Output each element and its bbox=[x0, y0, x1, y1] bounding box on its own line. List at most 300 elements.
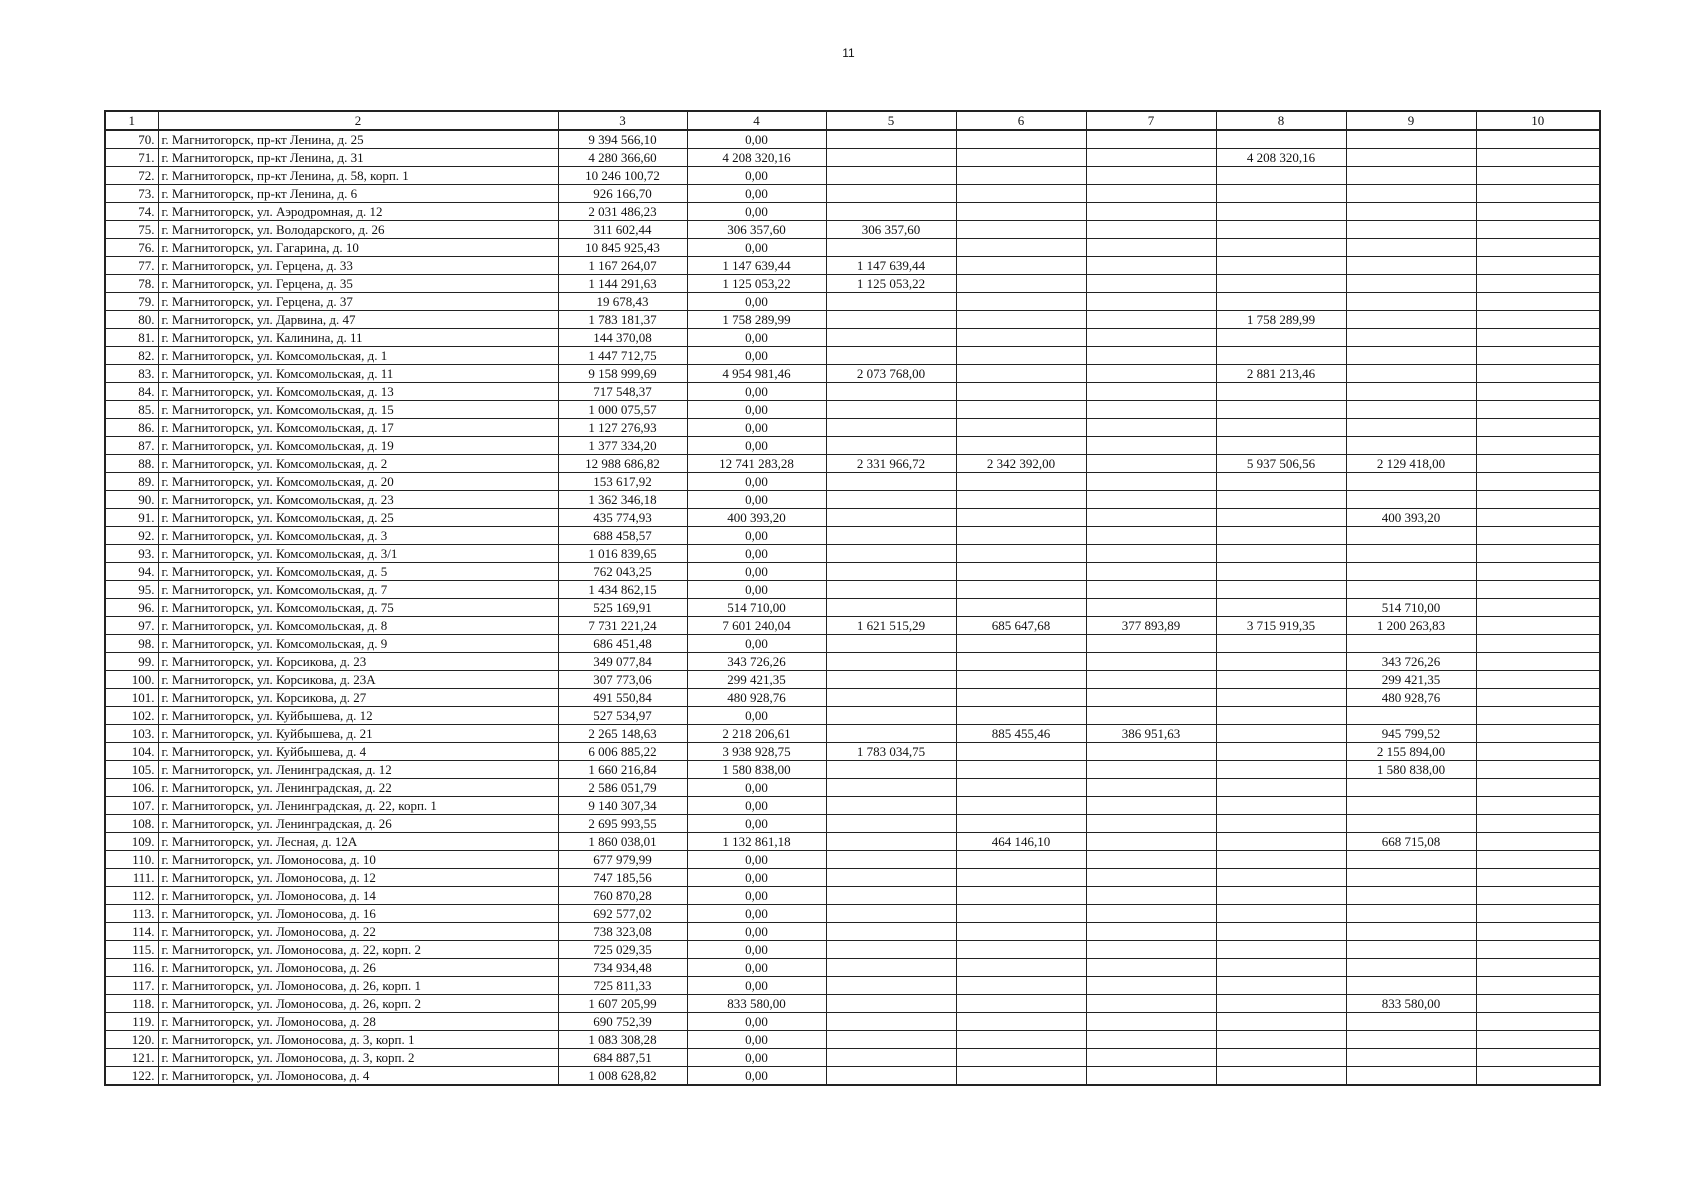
value-cell bbox=[826, 599, 956, 617]
address-cell: г. Магнитогорск, ул. Ленинградская, д. 22, корп. 1 bbox=[158, 797, 558, 815]
value-cell: 6 006 885,22 bbox=[558, 743, 687, 761]
value-cell: 0,00 bbox=[687, 527, 826, 545]
data-table bbox=[104, 110, 1601, 1086]
address-cell: г. Магнитогорск, ул. Комсомольская, д. 19 bbox=[158, 437, 558, 455]
value-cell bbox=[956, 401, 1086, 419]
value-cell bbox=[1086, 311, 1216, 329]
value-cell: 400 393,20 bbox=[1346, 509, 1476, 527]
value-cell bbox=[1346, 239, 1476, 257]
value-cell bbox=[1346, 185, 1476, 203]
address-cell: г. Магнитогорск, пр-кт Ленина, д. 58, корп. 1 bbox=[158, 167, 558, 185]
value-cell bbox=[956, 1067, 1086, 1086]
row-number-cell: 106. bbox=[105, 779, 158, 797]
table-row bbox=[105, 491, 1600, 509]
value-cell bbox=[1476, 833, 1600, 851]
value-cell bbox=[1216, 905, 1346, 923]
value-cell bbox=[826, 923, 956, 941]
value-cell: 0,00 bbox=[687, 437, 826, 455]
value-cell: 1 607 205,99 bbox=[558, 995, 687, 1013]
value-cell bbox=[1086, 959, 1216, 977]
value-cell bbox=[1216, 329, 1346, 347]
address-cell: г. Магнитогорск, ул. Комсомольская, д. 9 bbox=[158, 635, 558, 653]
value-cell bbox=[956, 941, 1086, 959]
value-cell bbox=[1086, 923, 1216, 941]
value-cell bbox=[956, 167, 1086, 185]
table-row bbox=[105, 203, 1600, 221]
value-cell bbox=[1476, 1031, 1600, 1049]
value-cell bbox=[1476, 293, 1600, 311]
value-cell bbox=[826, 905, 956, 923]
value-cell bbox=[826, 689, 956, 707]
value-cell: 833 580,00 bbox=[1346, 995, 1476, 1013]
value-cell: 2 331 966,72 bbox=[826, 455, 956, 473]
table-row bbox=[105, 545, 1600, 563]
value-cell: 464 146,10 bbox=[956, 833, 1086, 851]
value-cell bbox=[1476, 257, 1600, 275]
value-cell bbox=[826, 671, 956, 689]
row-number-cell: 80. bbox=[105, 311, 158, 329]
table-row bbox=[105, 1013, 1600, 1031]
value-cell: 0,00 bbox=[687, 941, 826, 959]
row-number-cell: 86. bbox=[105, 419, 158, 437]
value-cell bbox=[956, 509, 1086, 527]
value-cell bbox=[1346, 347, 1476, 365]
column-header: 2 bbox=[158, 111, 558, 130]
value-cell bbox=[1346, 779, 1476, 797]
address-cell: г. Магнитогорск, пр-кт Ленина, д. 31 bbox=[158, 149, 558, 167]
address-cell: г. Магнитогорск, ул. Аэродромная, д. 12 bbox=[158, 203, 558, 221]
value-cell bbox=[1346, 365, 1476, 383]
value-cell: 2 218 206,61 bbox=[687, 725, 826, 743]
value-cell bbox=[1346, 221, 1476, 239]
value-cell bbox=[1216, 797, 1346, 815]
value-cell bbox=[1476, 995, 1600, 1013]
value-cell: 1 147 639,44 bbox=[687, 257, 826, 275]
table-row bbox=[105, 725, 1600, 743]
value-cell: 153 617,92 bbox=[558, 473, 687, 491]
value-cell: 480 928,76 bbox=[687, 689, 826, 707]
value-cell bbox=[1216, 761, 1346, 779]
value-cell bbox=[956, 545, 1086, 563]
value-cell bbox=[956, 815, 1086, 833]
column-header: 5 bbox=[826, 111, 956, 130]
value-cell bbox=[1346, 1013, 1476, 1031]
value-cell bbox=[956, 797, 1086, 815]
table-row bbox=[105, 401, 1600, 419]
value-cell bbox=[1346, 491, 1476, 509]
column-header: 10 bbox=[1476, 111, 1600, 130]
value-cell bbox=[1476, 725, 1600, 743]
value-cell bbox=[1216, 1067, 1346, 1086]
value-cell: 5 937 506,56 bbox=[1216, 455, 1346, 473]
value-cell bbox=[1346, 905, 1476, 923]
value-cell: 1 434 862,15 bbox=[558, 581, 687, 599]
value-cell bbox=[826, 130, 956, 149]
value-cell bbox=[1216, 671, 1346, 689]
value-cell bbox=[826, 635, 956, 653]
column-header: 7 bbox=[1086, 111, 1216, 130]
address-cell: г. Магнитогорск, ул. Герцена, д. 33 bbox=[158, 257, 558, 275]
value-cell bbox=[1086, 563, 1216, 581]
value-cell: 0,00 bbox=[687, 959, 826, 977]
value-cell bbox=[956, 383, 1086, 401]
address-cell: г. Магнитогорск, ул. Герцена, д. 35 bbox=[158, 275, 558, 293]
value-cell: 1 008 628,82 bbox=[558, 1067, 687, 1086]
value-cell bbox=[1476, 275, 1600, 293]
value-cell bbox=[1346, 257, 1476, 275]
value-cell bbox=[956, 275, 1086, 293]
value-cell: 0,00 bbox=[687, 473, 826, 491]
value-cell bbox=[1476, 1067, 1600, 1086]
value-cell bbox=[956, 707, 1086, 725]
row-number-cell: 105. bbox=[105, 761, 158, 779]
value-cell: 9 158 999,69 bbox=[558, 365, 687, 383]
row-number-cell: 100. bbox=[105, 671, 158, 689]
value-cell: 833 580,00 bbox=[687, 995, 826, 1013]
table-row bbox=[105, 563, 1600, 581]
value-cell bbox=[956, 365, 1086, 383]
table-row bbox=[105, 509, 1600, 527]
row-number-cell: 97. bbox=[105, 617, 158, 635]
value-cell: 2 031 486,23 bbox=[558, 203, 687, 221]
value-cell bbox=[956, 419, 1086, 437]
value-cell: 1 447 712,75 bbox=[558, 347, 687, 365]
address-cell: г. Магнитогорск, ул. Комсомольская, д. 2 bbox=[158, 455, 558, 473]
value-cell bbox=[826, 995, 956, 1013]
row-number-cell: 92. bbox=[105, 527, 158, 545]
table-row bbox=[105, 959, 1600, 977]
value-cell bbox=[826, 527, 956, 545]
value-cell bbox=[1476, 779, 1600, 797]
value-cell bbox=[1216, 347, 1346, 365]
address-cell: г. Магнитогорск, ул. Гагарина, д. 10 bbox=[158, 239, 558, 257]
address-cell: г. Магнитогорск, ул. Комсомольская, д. 23 bbox=[158, 491, 558, 509]
value-cell: 0,00 bbox=[687, 167, 826, 185]
value-cell: 1 144 291,63 bbox=[558, 275, 687, 293]
value-cell bbox=[1086, 149, 1216, 167]
value-cell: 762 043,25 bbox=[558, 563, 687, 581]
value-cell: 144 370,08 bbox=[558, 329, 687, 347]
value-cell: 12 988 686,82 bbox=[558, 455, 687, 473]
address-cell: г. Магнитогорск, ул. Комсомольская, д. 1 bbox=[158, 347, 558, 365]
value-cell bbox=[1346, 527, 1476, 545]
value-cell bbox=[1476, 815, 1600, 833]
row-number-cell: 78. bbox=[105, 275, 158, 293]
value-cell: 10 246 100,72 bbox=[558, 167, 687, 185]
table-row bbox=[105, 779, 1600, 797]
value-cell bbox=[826, 491, 956, 509]
row-number-cell: 107. bbox=[105, 797, 158, 815]
value-cell: 0,00 bbox=[687, 329, 826, 347]
address-cell: г. Магнитогорск, ул. Ломоносова, д. 26 bbox=[158, 959, 558, 977]
value-cell bbox=[1476, 959, 1600, 977]
value-cell bbox=[1346, 959, 1476, 977]
value-cell bbox=[1476, 473, 1600, 491]
value-cell: 688 458,57 bbox=[558, 527, 687, 545]
table-row bbox=[105, 167, 1600, 185]
value-cell bbox=[1086, 1031, 1216, 1049]
address-cell: г. Магнитогорск, ул. Ломоносова, д. 4 bbox=[158, 1067, 558, 1086]
address-cell: г. Магнитогорск, ул. Ломоносова, д. 3, корп. 2 bbox=[158, 1049, 558, 1067]
value-cell bbox=[1086, 833, 1216, 851]
value-cell bbox=[956, 329, 1086, 347]
value-cell: 0,00 bbox=[687, 239, 826, 257]
value-cell: 343 726,26 bbox=[1346, 653, 1476, 671]
value-cell bbox=[1086, 473, 1216, 491]
row-number-cell: 73. bbox=[105, 185, 158, 203]
value-cell bbox=[1086, 527, 1216, 545]
value-cell bbox=[826, 419, 956, 437]
table-row bbox=[105, 617, 1600, 635]
value-cell bbox=[1216, 563, 1346, 581]
value-cell: 2 155 894,00 bbox=[1346, 743, 1476, 761]
value-cell: 0,00 bbox=[687, 293, 826, 311]
value-cell bbox=[956, 185, 1086, 203]
value-cell bbox=[1476, 545, 1600, 563]
value-cell bbox=[1476, 581, 1600, 599]
address-cell: г. Магнитогорск, ул. Комсомольская, д. 7 bbox=[158, 581, 558, 599]
value-cell: 0,00 bbox=[687, 797, 826, 815]
table-row bbox=[105, 815, 1600, 833]
table-row bbox=[105, 455, 1600, 473]
value-cell bbox=[1476, 977, 1600, 995]
value-cell bbox=[1086, 401, 1216, 419]
value-cell bbox=[826, 761, 956, 779]
value-cell bbox=[1476, 347, 1600, 365]
row-number-cell: 118. bbox=[105, 995, 158, 1013]
value-cell bbox=[1346, 977, 1476, 995]
value-cell bbox=[826, 1031, 956, 1049]
row-number-cell: 93. bbox=[105, 545, 158, 563]
row-number-cell: 95. bbox=[105, 581, 158, 599]
value-cell bbox=[1216, 923, 1346, 941]
value-cell: 349 077,84 bbox=[558, 653, 687, 671]
table-row bbox=[105, 995, 1600, 1013]
value-cell bbox=[826, 383, 956, 401]
address-cell: г. Магнитогорск, ул. Куйбышева, д. 4 bbox=[158, 743, 558, 761]
table-row bbox=[105, 869, 1600, 887]
table-row bbox=[105, 923, 1600, 941]
value-cell bbox=[1216, 275, 1346, 293]
value-cell bbox=[1476, 887, 1600, 905]
address-cell: г. Магнитогорск, ул. Комсомольская, д. 3 bbox=[158, 527, 558, 545]
value-cell: 377 893,89 bbox=[1086, 617, 1216, 635]
value-cell: 7 731 221,24 bbox=[558, 617, 687, 635]
address-cell: г. Магнитогорск, ул. Лесная, д. 12А bbox=[158, 833, 558, 851]
value-cell bbox=[956, 221, 1086, 239]
table-row bbox=[105, 833, 1600, 851]
value-cell: 525 169,91 bbox=[558, 599, 687, 617]
value-cell bbox=[1346, 383, 1476, 401]
value-cell bbox=[1086, 941, 1216, 959]
value-cell: 343 726,26 bbox=[687, 653, 826, 671]
value-cell bbox=[956, 527, 1086, 545]
value-cell bbox=[1346, 815, 1476, 833]
value-cell bbox=[956, 581, 1086, 599]
value-cell: 491 550,84 bbox=[558, 689, 687, 707]
value-cell bbox=[956, 653, 1086, 671]
value-cell bbox=[826, 203, 956, 221]
value-cell bbox=[1216, 221, 1346, 239]
value-cell bbox=[1216, 437, 1346, 455]
value-cell bbox=[1476, 761, 1600, 779]
table-row bbox=[105, 689, 1600, 707]
value-cell bbox=[1476, 1049, 1600, 1067]
table-row bbox=[105, 221, 1600, 239]
value-cell: 717 548,37 bbox=[558, 383, 687, 401]
value-cell: 299 421,35 bbox=[1346, 671, 1476, 689]
value-cell: 738 323,08 bbox=[558, 923, 687, 941]
table-row bbox=[105, 635, 1600, 653]
value-cell: 3 715 919,35 bbox=[1216, 617, 1346, 635]
value-cell bbox=[1086, 995, 1216, 1013]
value-cell: 685 647,68 bbox=[956, 617, 1086, 635]
value-cell bbox=[826, 167, 956, 185]
value-cell bbox=[1216, 833, 1346, 851]
value-cell: 1 083 308,28 bbox=[558, 1031, 687, 1049]
table-row bbox=[105, 797, 1600, 815]
value-cell bbox=[826, 239, 956, 257]
value-cell bbox=[1216, 419, 1346, 437]
table-body bbox=[105, 130, 1600, 1085]
value-cell bbox=[826, 707, 956, 725]
value-cell bbox=[1216, 491, 1346, 509]
value-cell bbox=[956, 743, 1086, 761]
value-cell: 0,00 bbox=[687, 707, 826, 725]
table-row bbox=[105, 257, 1600, 275]
table-row bbox=[105, 1031, 1600, 1049]
value-cell: 0,00 bbox=[687, 923, 826, 941]
value-cell: 4 280 366,60 bbox=[558, 149, 687, 167]
value-cell: 677 979,99 bbox=[558, 851, 687, 869]
value-cell bbox=[1476, 941, 1600, 959]
value-cell: 1 016 839,65 bbox=[558, 545, 687, 563]
value-cell: 9 394 566,10 bbox=[558, 130, 687, 149]
value-cell bbox=[1476, 743, 1600, 761]
value-cell bbox=[1346, 923, 1476, 941]
table-row bbox=[105, 437, 1600, 455]
value-cell: 306 357,60 bbox=[687, 221, 826, 239]
value-cell bbox=[1346, 473, 1476, 491]
value-cell: 0,00 bbox=[687, 779, 826, 797]
value-cell: 1 000 075,57 bbox=[558, 401, 687, 419]
row-number-cell: 74. bbox=[105, 203, 158, 221]
value-cell: 885 455,46 bbox=[956, 725, 1086, 743]
value-cell bbox=[1346, 545, 1476, 563]
address-cell: г. Магнитогорск, ул. Комсомольская, д. 17 bbox=[158, 419, 558, 437]
address-cell: г. Магнитогорск, ул. Калинина, д. 11 bbox=[158, 329, 558, 347]
value-cell bbox=[1216, 401, 1346, 419]
value-cell: 0,00 bbox=[687, 851, 826, 869]
row-number-cell: 89. bbox=[105, 473, 158, 491]
address-cell: г. Магнитогорск, ул. Комсомольская, д. 20 bbox=[158, 473, 558, 491]
value-cell bbox=[1216, 887, 1346, 905]
address-cell: г. Магнитогорск, ул. Комсомольская, д. 15 bbox=[158, 401, 558, 419]
value-cell: 0,00 bbox=[687, 635, 826, 653]
address-cell: г. Магнитогорск, ул. Ломоносова, д. 14 bbox=[158, 887, 558, 905]
value-cell bbox=[826, 1067, 956, 1086]
value-cell bbox=[826, 725, 956, 743]
row-number-cell: 79. bbox=[105, 293, 158, 311]
row-number-cell: 101. bbox=[105, 689, 158, 707]
table-row bbox=[105, 185, 1600, 203]
address-cell: г. Магнитогорск, ул. Куйбышева, д. 12 bbox=[158, 707, 558, 725]
value-cell bbox=[1216, 707, 1346, 725]
value-cell bbox=[1086, 869, 1216, 887]
value-cell bbox=[1216, 1049, 1346, 1067]
value-cell: 386 951,63 bbox=[1086, 725, 1216, 743]
table-row bbox=[105, 239, 1600, 257]
value-cell: 1 125 053,22 bbox=[826, 275, 956, 293]
value-cell bbox=[1086, 293, 1216, 311]
value-cell bbox=[1086, 329, 1216, 347]
address-cell: г. Магнитогорск, ул. Комсомольская, д. 8 bbox=[158, 617, 558, 635]
value-cell bbox=[1346, 293, 1476, 311]
value-cell bbox=[826, 977, 956, 995]
row-number-cell: 121. bbox=[105, 1049, 158, 1067]
value-cell bbox=[956, 347, 1086, 365]
value-cell bbox=[1476, 130, 1600, 149]
value-cell: 2 073 768,00 bbox=[826, 365, 956, 383]
value-cell: 0,00 bbox=[687, 977, 826, 995]
value-cell bbox=[956, 149, 1086, 167]
value-cell bbox=[1086, 635, 1216, 653]
value-cell bbox=[1476, 905, 1600, 923]
value-cell: 945 799,52 bbox=[1346, 725, 1476, 743]
address-cell: г. Магнитогорск, ул. Ломоносова, д. 26, корп. 1 bbox=[158, 977, 558, 995]
value-cell: 0,00 bbox=[687, 887, 826, 905]
value-cell: 0,00 bbox=[687, 419, 826, 437]
address-cell: г. Магнитогорск, ул. Корсикова, д. 23 bbox=[158, 653, 558, 671]
value-cell bbox=[1476, 671, 1600, 689]
table-row bbox=[105, 599, 1600, 617]
value-cell bbox=[1476, 437, 1600, 455]
value-cell bbox=[1476, 149, 1600, 167]
value-cell bbox=[1216, 527, 1346, 545]
column-header: 1 bbox=[105, 111, 158, 130]
value-cell: 2 265 148,63 bbox=[558, 725, 687, 743]
address-cell: г. Магнитогорск, ул. Ломоносова, д. 16 bbox=[158, 905, 558, 923]
value-cell: 311 602,44 bbox=[558, 221, 687, 239]
row-number-cell: 75. bbox=[105, 221, 158, 239]
value-cell bbox=[1086, 167, 1216, 185]
address-cell: г. Магнитогорск, ул. Комсомольская, д. 13 bbox=[158, 383, 558, 401]
value-cell bbox=[1216, 851, 1346, 869]
value-cell bbox=[956, 257, 1086, 275]
table-row bbox=[105, 130, 1600, 149]
value-cell: 0,00 bbox=[687, 1049, 826, 1067]
value-cell bbox=[826, 887, 956, 905]
value-cell bbox=[826, 329, 956, 347]
value-cell bbox=[1346, 581, 1476, 599]
value-cell bbox=[826, 563, 956, 581]
column-header: 8 bbox=[1216, 111, 1346, 130]
address-cell: г. Магнитогорск, ул. Комсомольская, д. 3/1 bbox=[158, 545, 558, 563]
value-cell: 725 811,33 bbox=[558, 977, 687, 995]
value-cell bbox=[1476, 509, 1600, 527]
value-cell bbox=[1346, 563, 1476, 581]
value-cell: 0,00 bbox=[687, 869, 826, 887]
value-cell bbox=[1086, 653, 1216, 671]
row-number-cell: 104. bbox=[105, 743, 158, 761]
table-row bbox=[105, 275, 1600, 293]
value-cell: 306 357,60 bbox=[826, 221, 956, 239]
value-cell bbox=[1086, 130, 1216, 149]
value-cell bbox=[956, 1049, 1086, 1067]
value-cell: 1 147 639,44 bbox=[826, 257, 956, 275]
value-cell bbox=[956, 959, 1086, 977]
value-cell: 514 710,00 bbox=[687, 599, 826, 617]
